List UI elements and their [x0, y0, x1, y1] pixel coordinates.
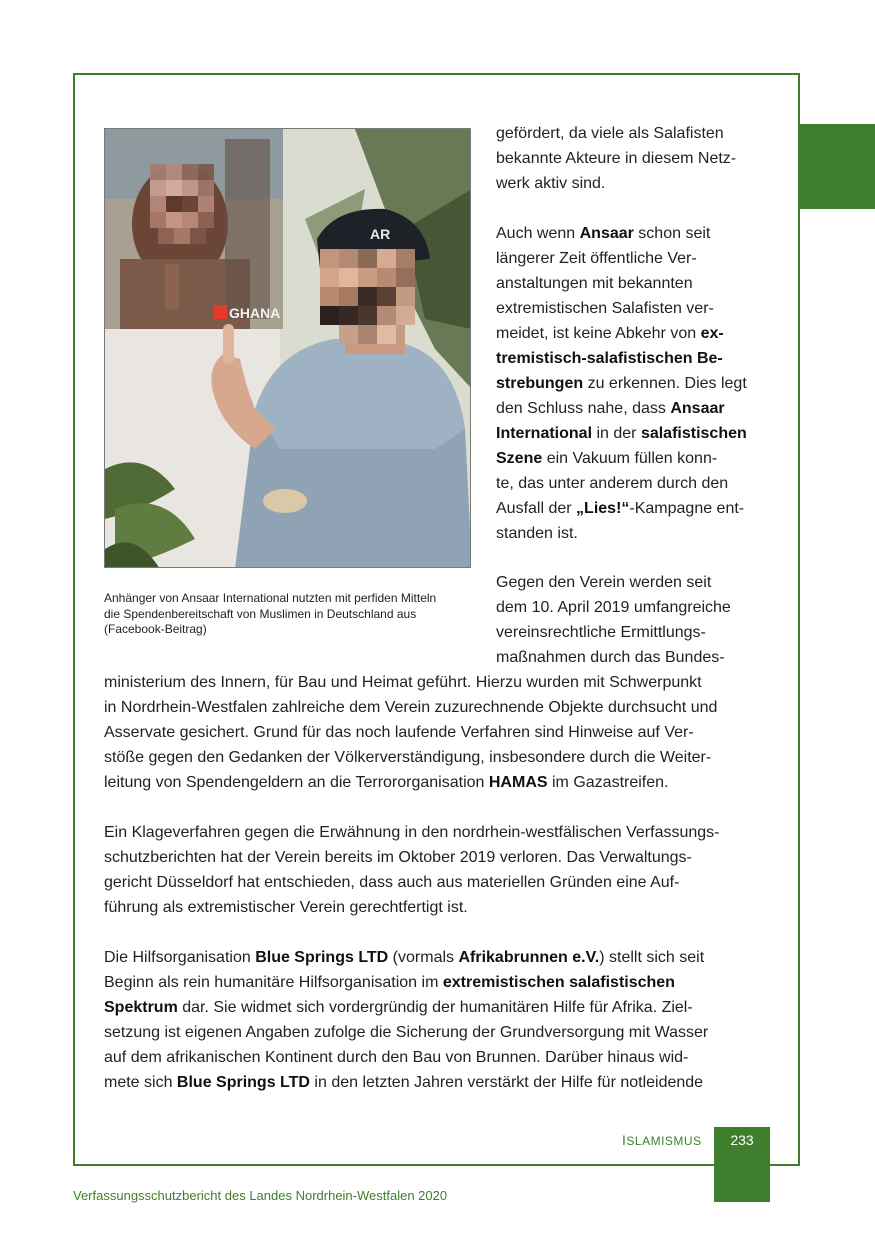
- text-run: längerer Zeit öffentliche Ver-: [496, 250, 697, 267]
- text-line: [104, 870, 770, 895]
- text-run: führung als extremistischer Verein gerechtfertigt ist.: [104, 899, 468, 916]
- text-run: -Kampagne ent-: [629, 500, 745, 517]
- text-line: [496, 595, 786, 620]
- text-run: dem 10. April 2019 umfangreiche: [496, 599, 731, 616]
- text-run: leitung von Spendengeldern an die Terrororganisation: [104, 774, 489, 791]
- section-rest: SLAMISMUS: [626, 1134, 702, 1148]
- text-run: ministerium des Innern, für Bau und Heimat geführt. Hierzu wurden mit Schwerpunkt: [104, 674, 702, 691]
- text-run: Ein Klageverfahren gegen die Erwähnung in den nordrhein-westfälischen Verfassungs-: [104, 824, 720, 841]
- bold-term: Afrikabrunnen e.V.: [458, 949, 600, 966]
- text-run: meidet, ist keine Abkehr von: [496, 325, 701, 342]
- text-run: Asservate gesichert. Grund für das noch laufende Verfahren sind Hinweise auf Ver-: [104, 724, 694, 741]
- full-paragraph-2: [104, 820, 770, 920]
- bold-term: Blue Springs LTD: [255, 949, 389, 966]
- caption-line: Anhänger von Ansaar International nutzten mit perfiden Mitteln: [104, 591, 437, 605]
- text-run: stöße gegen den Gedanken der Völkerverständigung, insbesondere durch die Weiter-: [104, 749, 712, 766]
- text-line: [496, 471, 786, 496]
- text-line: [496, 496, 786, 521]
- text-line: [104, 745, 770, 770]
- bold-term: extremistischen salafistischen: [442, 974, 675, 991]
- text-line: [496, 570, 786, 595]
- text-run: Ausfall der: [496, 500, 577, 517]
- poster-label: GHANA: [229, 305, 281, 321]
- text-run: standen ist.: [496, 525, 578, 542]
- bold-term: HAMAS: [488, 774, 548, 791]
- text-run: schutzberichten hat der Verein bereits im Oktober 2019 verloren. Das Verwaltungs-: [104, 849, 692, 866]
- text-line: [496, 296, 786, 321]
- report-title: Verfassungsschutzbericht des Landes Nordrhein-Westfalen 2020: [73, 1188, 448, 1203]
- text-line: [104, 820, 770, 845]
- full-paragraph-3: [104, 945, 770, 1095]
- text-line: [496, 171, 786, 196]
- text-run: in der: [592, 425, 641, 442]
- text-line: [104, 895, 770, 920]
- text-run: dar. Sie widmet sich vordergründig der humanitären Hilfe für Afrika. Ziel-: [177, 999, 693, 1016]
- bold-term: Szene: [496, 450, 543, 467]
- text-run: den Schluss nahe, dass: [496, 400, 671, 417]
- text-run: (vormals: [388, 949, 459, 966]
- text-run: extremistischen Salafisten ver-: [496, 300, 714, 317]
- text-run: anstaltungen mit bekannten: [496, 275, 693, 292]
- text-run: in den letzten Jahren verstärkt der Hilfe für notleidende: [309, 1074, 704, 1091]
- bold-term: Spektrum: [104, 999, 178, 1016]
- text-line: [496, 421, 786, 446]
- cap-label: AR: [370, 226, 391, 242]
- column-paragraph-2: [496, 221, 786, 546]
- caption-line: die Spendenbereitschaft von Muslimen in Deutschland aus: [104, 606, 417, 621]
- text-run: setzung ist eigenen Angaben zufolge die Sicherung der Grundversorgung mit Wasser: [104, 1024, 709, 1041]
- text-line: [496, 446, 786, 471]
- text-run: vereinsrechtliche Ermittlungs-: [496, 624, 706, 641]
- bold-term: Blue Springs LTD: [176, 1074, 310, 1091]
- text-line: [104, 695, 770, 720]
- text-line: [496, 321, 786, 346]
- text-line: [104, 670, 770, 695]
- text-line: [496, 121, 786, 146]
- text-line: [104, 1020, 770, 1045]
- text-line: [496, 146, 786, 171]
- text-line: [104, 1045, 770, 1070]
- column-paragraph-1: [496, 121, 786, 196]
- bold-term: ex-: [700, 325, 724, 342]
- text-line: [104, 995, 770, 1020]
- caption-line: (Facebook-Beitrag): [104, 622, 207, 636]
- column-paragraph-3: [496, 570, 786, 670]
- text-line: [496, 271, 786, 296]
- text-line: [496, 246, 786, 271]
- text-run: im Gazastreifen.: [547, 774, 669, 791]
- text-run: bekannte Akteure in diesem Netz-: [496, 150, 737, 167]
- bold-term: tremistisch-salafistischen Be-: [496, 350, 723, 367]
- photo-caption: [104, 591, 484, 638]
- text-line: [496, 620, 786, 645]
- bold-term: Ansaar: [579, 225, 634, 242]
- poster: [105, 129, 283, 329]
- text-run: Auch wenn: [496, 225, 580, 242]
- text-line: [104, 770, 770, 795]
- text-line: [104, 845, 770, 870]
- text-run: Gegen den Verein werden seit: [496, 574, 712, 591]
- text-run: Beginn als rein humanitäre Hilfsorganisation im: [104, 974, 443, 991]
- text-run: gefördert, da viele als Salafisten: [496, 125, 724, 142]
- text-run: ) stellt sich seit: [599, 949, 705, 966]
- text-line: [104, 1070, 770, 1095]
- text-run: ein Vakuum füllen konn-: [542, 450, 718, 467]
- text-line: [104, 945, 770, 970]
- bold-term: salafistischen: [640, 425, 747, 442]
- text-run: maßnahmen durch das Bundes-: [496, 649, 725, 666]
- text-run: gericht Düsseldorf hat entschieden, dass auch aus materiellen Gründen eine Auf-: [104, 874, 680, 891]
- text-line: [104, 970, 770, 995]
- text-line: [104, 720, 770, 745]
- text-line: [496, 371, 786, 396]
- text-line: [496, 521, 786, 546]
- bold-term: strebungen: [496, 375, 584, 392]
- text-line: [496, 221, 786, 246]
- full-paragraph-1: [104, 670, 770, 795]
- text-run: te, das unter anderem durch den: [496, 475, 729, 492]
- article-photo: [104, 128, 471, 568]
- section-initial: I: [622, 1132, 627, 1148]
- text-run: werk aktiv sind.: [496, 175, 606, 192]
- text-line: [496, 396, 786, 421]
- text-run: schon seit: [633, 225, 711, 242]
- bold-term: Ansaar: [670, 400, 725, 417]
- page-number-tab: [714, 1127, 770, 1202]
- text-run: auf dem afrikanischen Kontinent durch den Bau von Brunnen. Darüber hinaus wid-: [104, 1049, 689, 1066]
- text-run: in Nordrhein-Westfalen zahlreiche dem Verein zuzurechnende Objekte durchsucht und: [104, 699, 718, 716]
- bold-term: „Lies!“: [576, 500, 630, 517]
- bold-term: International: [496, 425, 593, 442]
- text-run: mete sich: [104, 1074, 177, 1091]
- text-run: zu erkennen. Dies legt: [583, 375, 747, 392]
- section-label: [622, 1132, 702, 1148]
- chapter-side-tab: [799, 124, 875, 209]
- page-number: 233: [730, 1132, 754, 1148]
- text-line: [496, 346, 786, 371]
- text-line: [496, 645, 786, 670]
- text-run: Die Hilfsorganisation: [104, 949, 256, 966]
